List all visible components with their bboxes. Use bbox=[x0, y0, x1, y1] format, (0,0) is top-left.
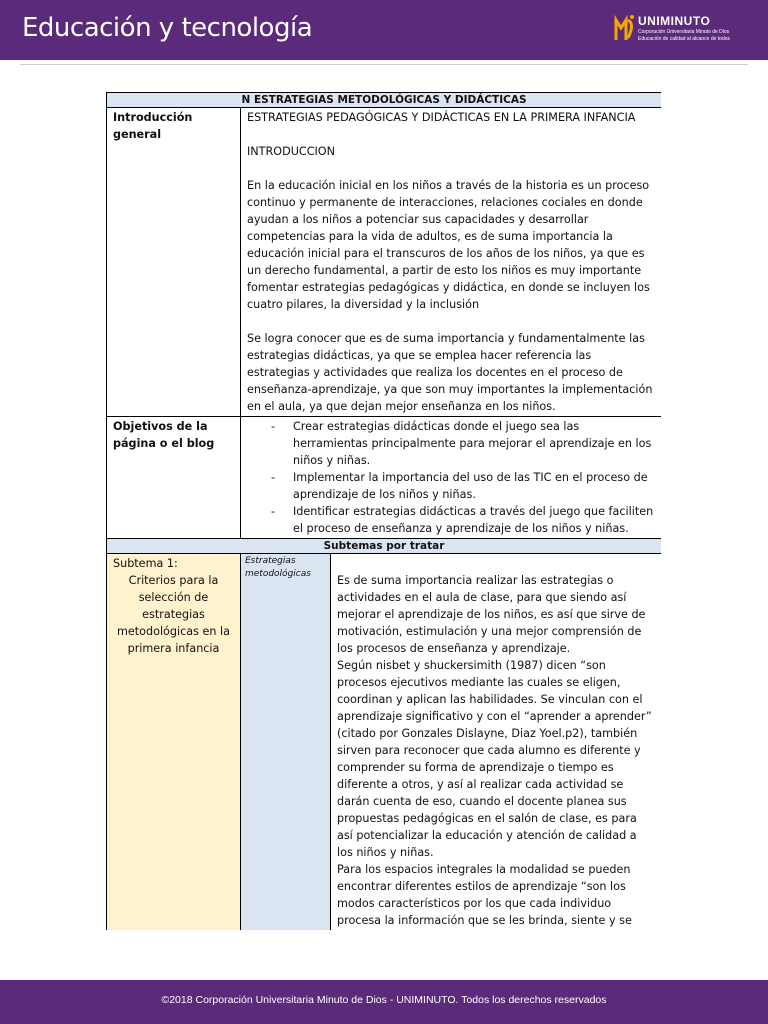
subtopic-label-cell bbox=[107, 554, 241, 931]
table-heading-row bbox=[107, 93, 662, 108]
objectives-list bbox=[247, 418, 655, 537]
objective-item: - Crear estrategias didácticas donde el juego sea las herramientas principalmente para mejorar el aprendizaje en los niños y niñas. bbox=[247, 418, 655, 469]
objective-item: - Implementar la importancia del uso de las TIC en el proceso de aprendizaje de los niños y niñas. bbox=[247, 469, 655, 503]
subtopics-heading-row bbox=[107, 539, 662, 554]
intro-paragraph-2: Se logra conocer que es de suma importancia y fundamentalmente las estrategias didácticas, ya que se emplea hacer referencia las estrategias y actividades que realiza los docentes en el proceso de enseñanza-aprendizaje, ya que son muy importantes la implementación en el aula, ya que dejan mejor enseñanza en los niños. bbox=[247, 332, 653, 413]
subtopics-heading: Subtemas por tratar bbox=[107, 539, 662, 554]
subtopic-category: Estrategias metodológicas bbox=[241, 554, 331, 931]
header-divider bbox=[20, 64, 748, 65]
intro-content bbox=[241, 108, 662, 417]
subtopic-paragraph-1: Es de suma importancia realizar las estrategias o actividades en el aula de clase, para que siendo así mejorar el aprendizaje de los niños, es así que sirve de motivación, estimulación y una mejor comprensión de los procesos de enseñanza y aprendizaje. bbox=[337, 574, 646, 655]
header-title: Educación y tecnología bbox=[22, 13, 313, 43]
intro-paragraph-1: En la educación inicial en los niños a través de la historia es un proceso continuo y permanente de interacciones, relaciones cociales en donde ayudan a los niños a potenciar sus capacidades y desarrollar competencias para la vida de adultos, es de suma importancia la educación inicial para el transcuros de los años de los niños, ya que es un derecho fundamental, a partir de esto los niños es muy importante fomentar estrategias pedagógicas y didáctica, en donde se incluyen los cuatro pilares, la diversidad y la inclusión bbox=[247, 179, 650, 311]
objectives-row bbox=[107, 417, 662, 539]
subtopic-content bbox=[331, 554, 662, 931]
logo-tagline-2: Educación de calidad al alcance de todos bbox=[638, 36, 731, 42]
logo-name: UNIMINUTO bbox=[638, 14, 711, 28]
content-table bbox=[106, 92, 661, 930]
objective-item: - Identificar estrategias didácticas a través del juego que faciliten el proceso de enseñanza y aprendizaje de los niños y niñas. bbox=[247, 503, 655, 537]
page-footer bbox=[0, 980, 768, 1024]
subtopic-paragraph-2: Según nisbet y shuckersimith (1987) dicen “son procesos ejecutivos mediante las cuales se eligen, coordinan y aplican las habilidades. Se vinculan con el aprendizaje significativo y con el “aprender a aprender” (citado por Gonzales Dislayne, Diaz Yoel.p2), también sirven para reconocer que cada alumno es diferente y comprender su forma de aprendizaje o tiempo es diferente a otros, y así al realizar cada actividad se darán cuenta de eso, cuando el docente planea sus propuestas pedagógicas en el salón de clase, es para así potencializar la educación y atención de calidad a los niños y niñas. bbox=[337, 659, 652, 859]
intro-subtitle: INTRODUCCION bbox=[247, 145, 335, 158]
intro-title: ESTRATEGIAS PEDAGÓGICAS Y DIDÁCTICAS EN LA PRIMERA INFANCIA bbox=[247, 111, 636, 124]
table-heading: N ESTRATEGIAS METODOLÓGICAS Y DIDÁCTICAS bbox=[107, 93, 662, 108]
md-logo-icon bbox=[614, 14, 636, 42]
logo-tagline-1: Corporación Universitaria Minuto de Dios bbox=[638, 29, 730, 35]
subtopic-name: Criterios para la selección de estrategias metodológicas en la primera infancia bbox=[116, 574, 230, 655]
uniminuto-logo bbox=[614, 12, 750, 48]
objectives-content bbox=[241, 417, 662, 539]
intro-row bbox=[107, 108, 662, 417]
document-body bbox=[106, 92, 661, 930]
subtopic-paragraph-3: Para los espacios integrales la modalidad se pueden encontrar diferentes estilos de aprendizaje “son los modos característicos por los que cada individuo procesa la información que se les brinda, siente y se bbox=[337, 863, 632, 927]
page-header bbox=[0, 0, 768, 60]
subtopic-number: Subtema 1: bbox=[113, 557, 178, 570]
subtopic-row bbox=[107, 554, 662, 931]
footer-copyright: ©2018 Corporación Universitaria Minuto de Dios - UNIMINUTO. Todos los derechos reservados bbox=[161, 994, 607, 1006]
objectives-label: Objetivos de la página o el blog bbox=[107, 417, 241, 539]
intro-label: Introducción general bbox=[107, 108, 241, 417]
